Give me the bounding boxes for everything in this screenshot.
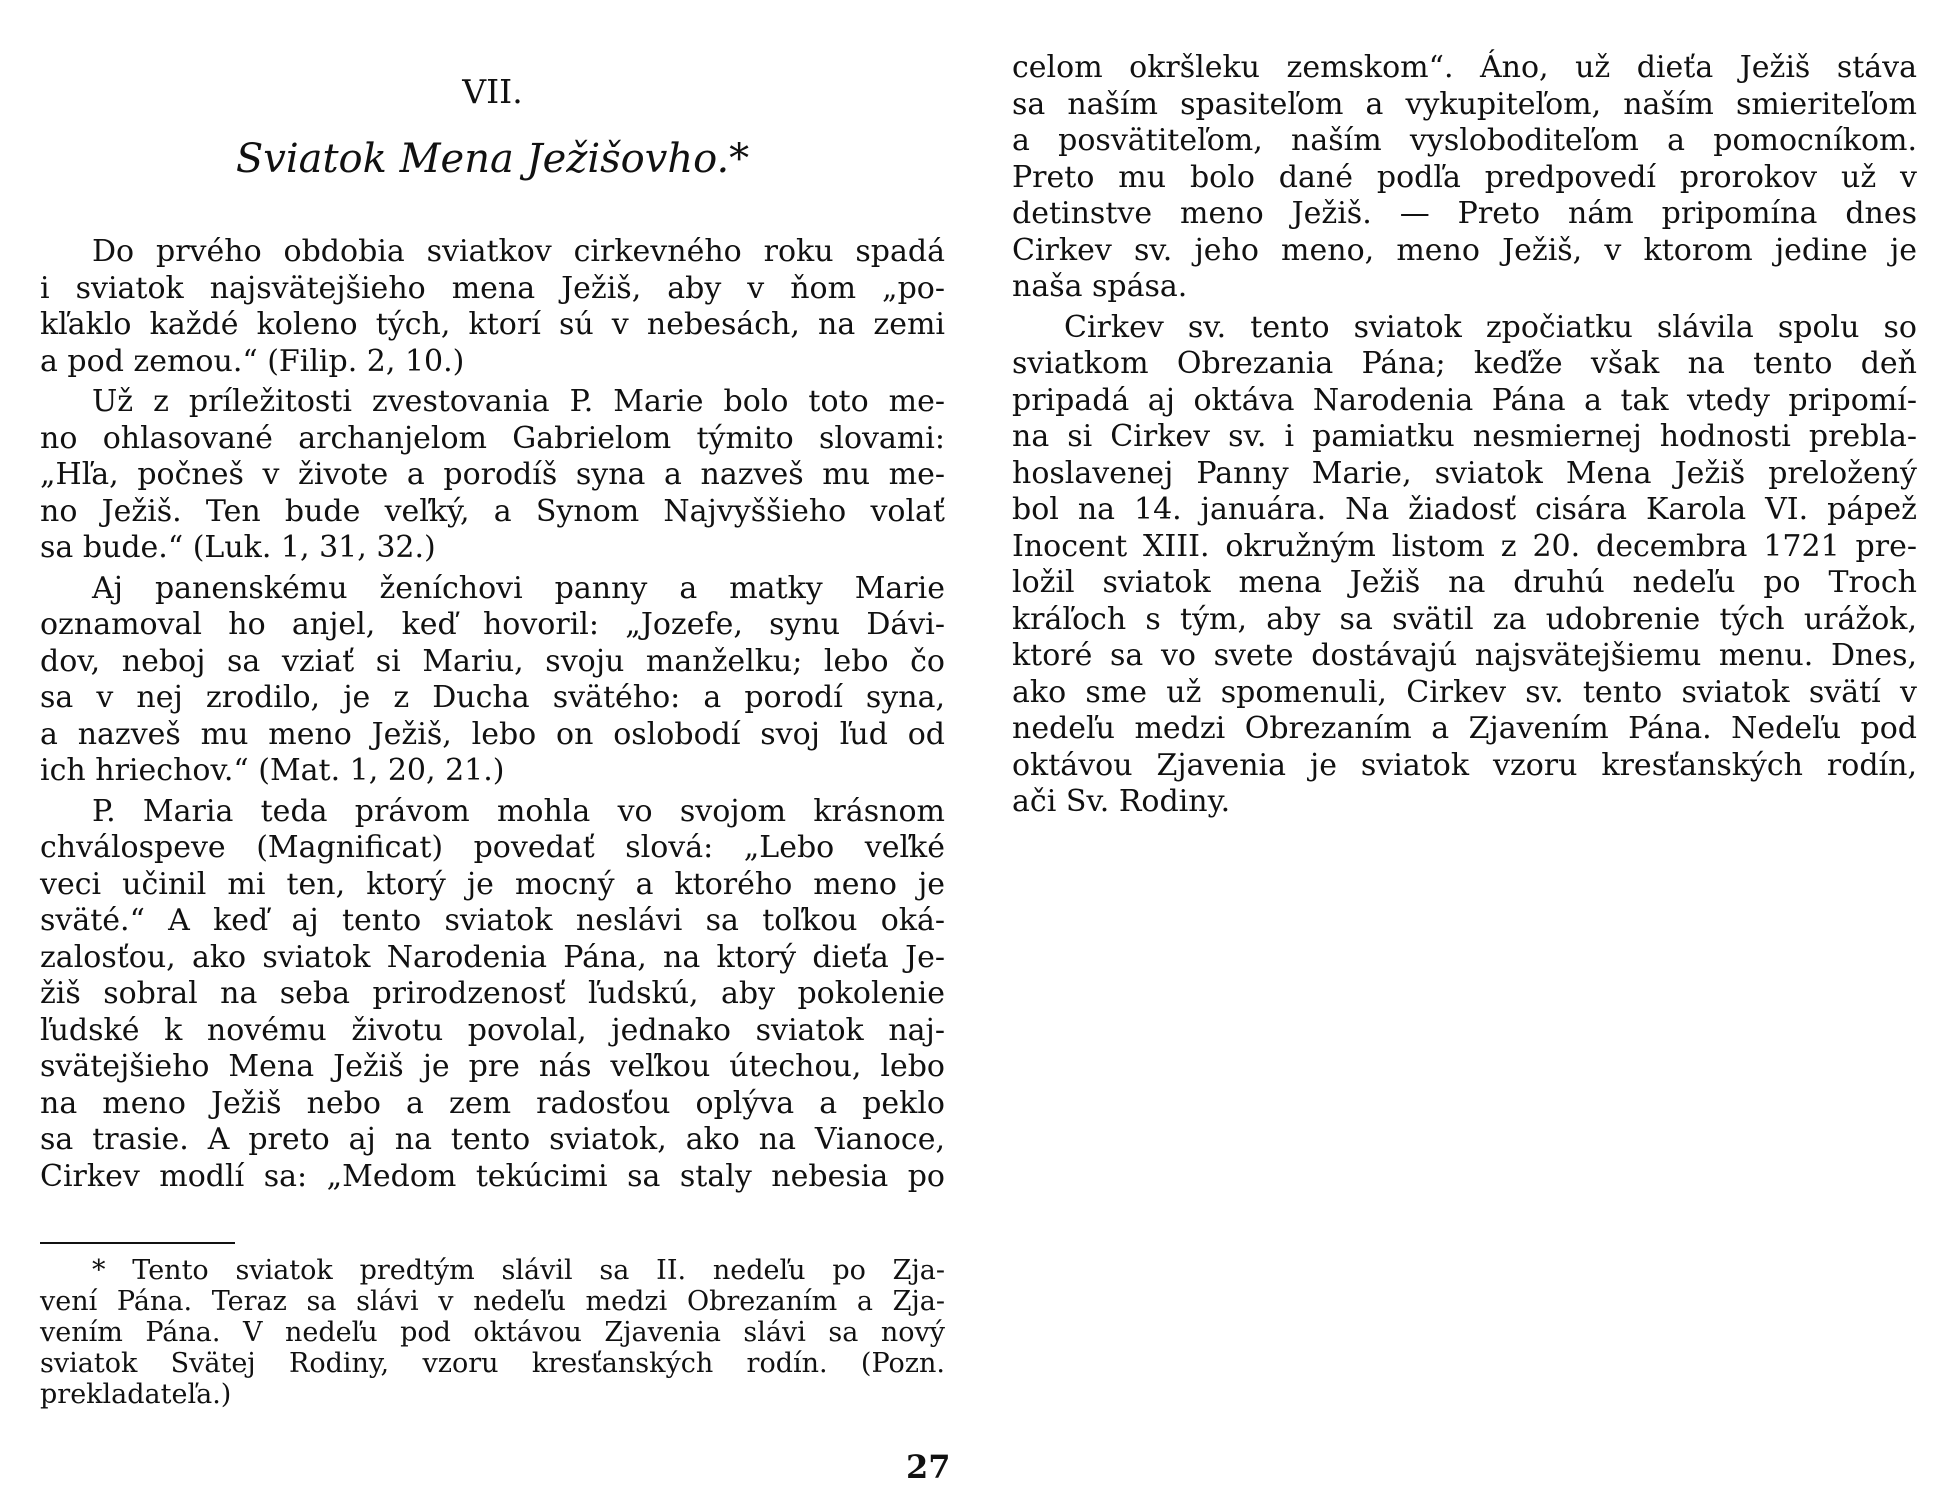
text-line: naša spása. [1012, 269, 1188, 304]
paragraph-4 [40, 794, 945, 1196]
chapter-number: VII. [462, 72, 523, 111]
text-line: na si Cirkev sv. i pamiatku nesmiernej hodnosti prebla- [1012, 419, 1917, 454]
text-line: sa naším spasiteľom a vykupiteľom, naším smieriteľom [1012, 86, 1917, 122]
text-line: nedeľu medzi Obrezaním a Zjavením Pána. Nedeľu pod [1012, 711, 1917, 746]
text-line: dov, neboj sa vziať si Mariu, svoju manželku; lebo čo [40, 643, 945, 679]
text-line: no ohlasované archanjelom Gabrielom týmito slovami: [40, 420, 945, 456]
text-line: a posvätiteľom, naším vysloboditeľom a pomocníkom. [1012, 123, 1917, 158]
text-line: bol na 14. januára. Na žiadosť cisára Karola VI. pápež [1012, 492, 1917, 527]
footnote [40, 1255, 945, 1410]
left-page [40, 72, 945, 1199]
text-line: Už z príležitosti zvestovania P. Marie bolo toto me- [92, 384, 945, 419]
text-line: Aj panenskému ženíchovi panny a matky Marie [92, 570, 945, 606]
text-line: celom okršleku zemskom“. Áno, už dieťa Ježiš stáva [1012, 50, 1917, 85]
page-number: 27 [906, 1448, 951, 1486]
text-line: P. Maria teda právom mohla vo svojom krásnom [92, 793, 945, 829]
footnote-line: vení Pána. Teraz sa slávi v nedeľu medzi Obrezaním a Zja- [40, 1286, 945, 1317]
paragraph-6 [1012, 310, 1917, 821]
text-line: sviatkom Obrezania Pána; keďže však na tento deň [1012, 346, 1917, 381]
text-line: ači Sv. Rodiny. [1012, 784, 1231, 819]
text-line: svätejšieho Mena Ježiš je pre nás veľkou útechou, lebo [40, 1049, 945, 1084]
text-line: sa bude.“ (Luk. 1, 31, 32.) [40, 530, 436, 565]
text-line: Inocent XIII. okružným listom z 20. decembra 1721 pre- [1012, 528, 1917, 564]
text-line: ako sme už spomenuli, Cirkev sv. tento sviatok svätí v [1012, 674, 1917, 710]
text-line: ľudské k novému životu povolal, jednako sviatok naj- [40, 1012, 945, 1048]
text-line: ložil sviatok mena Ježiš na druhú nedeľu po Troch [1012, 565, 1917, 600]
paragraph-3 [40, 571, 945, 790]
text-line: ktoré sa vo svete dostávajú najsvätejšiemu menu. Dnes, [1012, 638, 1917, 673]
text-line: sväté.“ A keď aj tento sviatok neslávi sa toľkou oká- [40, 903, 945, 938]
text-line: veci učinil mi ten, ktorý je mocný a ktorého meno je [40, 866, 945, 902]
text-line: kráľoch s tým, aby sa svätil za udobrenie tých urážok, [1012, 601, 1917, 637]
text-line: Cirkev sv. tento sviatok zpočiatku slávila spolu so [1064, 309, 1917, 345]
paragraph-1 [40, 234, 945, 380]
text-line: Cirkev modlí sa: „Medom tekúcimi sa staly nebesia po [40, 1158, 945, 1194]
text-line: a pod zemou.“ (Filip. 2, 10.) [40, 343, 465, 379]
text-line: na meno Ježiš nebo a zem radosťou oplýva a peklo [40, 1085, 945, 1121]
footnote-line: prekladateľa.) [40, 1379, 232, 1410]
paragraph-5 [1012, 50, 1917, 306]
text-line: oktávou Zjavenia je sviatok vzoru kresťanských rodín, [1012, 747, 1917, 783]
text-line: ich hriechov.“ (Mat. 1, 20, 21.) [40, 753, 505, 788]
text-line: a nazveš mu meno Ježiš, lebo on oslobodí svoj ľud od [40, 716, 945, 752]
text-line: Do prvého obdobia sviatkov cirkevného roku spadá [92, 234, 945, 269]
text-line: sa v nej zrodilo, je z Ducha svätého: a porodí syna, [40, 680, 945, 715]
chapter-title: Sviatok Mena Ježišovho.* [235, 136, 750, 182]
text-line: i sviatok najsvätejšieho mena Ježiš, aby v ňom „po- [40, 270, 945, 306]
text-line: kľaklo každé koleno tých, ktorí sú v nebesách, na zemi [40, 307, 945, 342]
text-line: no Ježiš. Ten bude veľký, a Synom Najvyššieho volať [40, 493, 945, 529]
text-line: pripadá aj oktáva Narodenia Pána a tak vtedy pripomí- [1012, 382, 1917, 418]
footnote-line: vením Pána. V nedeľu pod oktávou Zjavenia slávi sa nový [40, 1317, 945, 1348]
footnote-line: * Tento sviatok predtým slávil sa II. nedeľu po Zja- [92, 1255, 945, 1286]
footnote-line: sviatok Svätej Rodiny, vzoru kresťanských rodín. (Pozn. [40, 1348, 945, 1379]
text-line: detinstve meno Ježiš. — Preto nám pripomína dnes [1012, 196, 1917, 231]
text-line: Preto mu bolo dané podľa predpovedí prorokov už v [1012, 159, 1917, 195]
text-line: chválospeve (Magnificat) povedať slová: „Lebo veľké [40, 830, 945, 865]
right-page [1012, 50, 1917, 825]
text-line: oznamoval ho anjel, keď hovoril: „Jozefe, synu Dávi- [40, 607, 945, 642]
text-line: Cirkev sv. jeho meno, meno Ježiš, v ktorom jedine je [1012, 232, 1917, 268]
text-line: hoslavenej Panny Marie, sviatok Mena Ježiš preložený [1012, 455, 1917, 491]
footnote-divider [40, 1242, 235, 1244]
paragraph-2 [40, 384, 945, 567]
text-line: sa trasie. A preto aj na tento sviatok, ako na Vianoce, [40, 1122, 945, 1157]
text-line: žiš sobral na seba prirodzenosť ľudskú, aby pokolenie [40, 976, 945, 1011]
text-line: „Hľa, počneš v živote a porodíš syna a nazveš mu me- [40, 457, 945, 492]
text-line: zalosťou, ako sviatok Narodenia Pána, na ktorý dieťa Je- [40, 939, 945, 975]
